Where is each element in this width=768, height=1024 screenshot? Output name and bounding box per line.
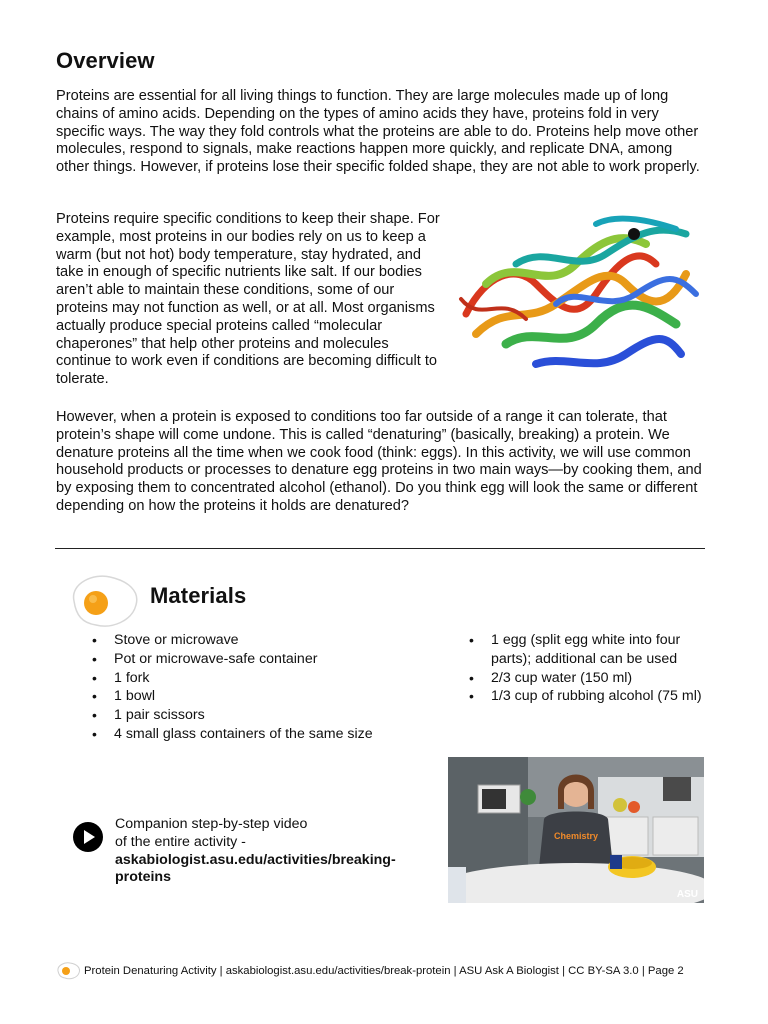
list-item: • 1 pair scissors: [90, 706, 430, 725]
list-item: • 1 egg (split egg white into four parts); additional can be used: [467, 631, 717, 669]
materials-title: Materials: [150, 583, 247, 608]
list-item: • 1 fork: [90, 669, 430, 688]
video-link[interactable]: askabiologist.asu.edu/activities/breaking-proteins: [115, 851, 396, 886]
overview-title: Overview: [56, 48, 155, 73]
overview-paragraph-1: Proteins are essential for all living things to function. They are large molecules made up of long chains of amino acids. Depending on the types of amino acids they have, proteins fold in very specific ways. The way they fold controls what the proteins are able to do. Proteins help move other molecules, respond to signals, make reactions happen more quickly, and replicate DNA, among other things. However, if proteins lose their specific folded shape, they are not able to work properly.: [56, 88, 700, 176]
list-item: • 1/3 cup of rubbing alcohol (75 ml): [467, 687, 717, 706]
protein-ribbon-image: [446, 204, 704, 392]
section-divider: [55, 548, 705, 549]
shirt-text: Chemistry: [553, 831, 599, 841]
materials-list-right: [467, 631, 717, 706]
egg-icon: [66, 571, 142, 631]
play-icon[interactable]: [73, 822, 103, 852]
materials-list-left: [90, 631, 430, 744]
overview-paragraph-2: Proteins require specific conditions to keep their shape. For example, most proteins in our bodies rely on us to keep a warm (but not hot) body temperature, stay hydrated, and take in enough of specific nutrients like salt. If our bodies aren’t able to maintain these conditions, some of our proteins may not function as well, or at all. Most organisms actually produce special proteins called “molecular chaperones” that help other proteins and molecules continue to work even if conditions are becoming difficult to tolerate.: [56, 211, 440, 388]
asu-logo: ASU: [676, 889, 698, 900]
list-item: • Stove or microwave: [90, 631, 430, 650]
footer: [56, 962, 716, 980]
video-caption: [115, 816, 435, 887]
overview-paragraph-3: However, when a protein is exposed to conditions too far outside of a range it can tolerate, that protein’s shape will come undone. This is called “denaturing” (basically, breaking) a protein. We denature proteins all the time when we cook food (think: eggs). In this activity, we will use common household products or processes to denature egg proteins in two main ways—by cooking them, and by exposing them to concentrated alcohol (ethanol). Do you think egg will look the same or different depending on how the proteins it holds are denatured?: [56, 409, 702, 514]
kitchen-photo: [448, 757, 704, 903]
footer-text: Protein Denaturing Activity | askabiologist.asu.edu/activities/break-protein | ASU Ask A Biologist | CC BY-SA 3.0 | Page 2: [84, 965, 684, 977]
list-item: • Pot or microwave-safe container: [90, 650, 430, 669]
list-item: • 2/3 cup water (150 ml): [467, 669, 717, 688]
egg-icon: [56, 962, 82, 980]
list-item: • 1 bowl: [90, 687, 430, 706]
video-caption-line-2: of the entire activity -: [115, 833, 246, 850]
video-caption-line-1: Companion step-by-step video: [115, 816, 308, 832]
list-item: • 4 small glass containers of the same size: [90, 725, 430, 744]
